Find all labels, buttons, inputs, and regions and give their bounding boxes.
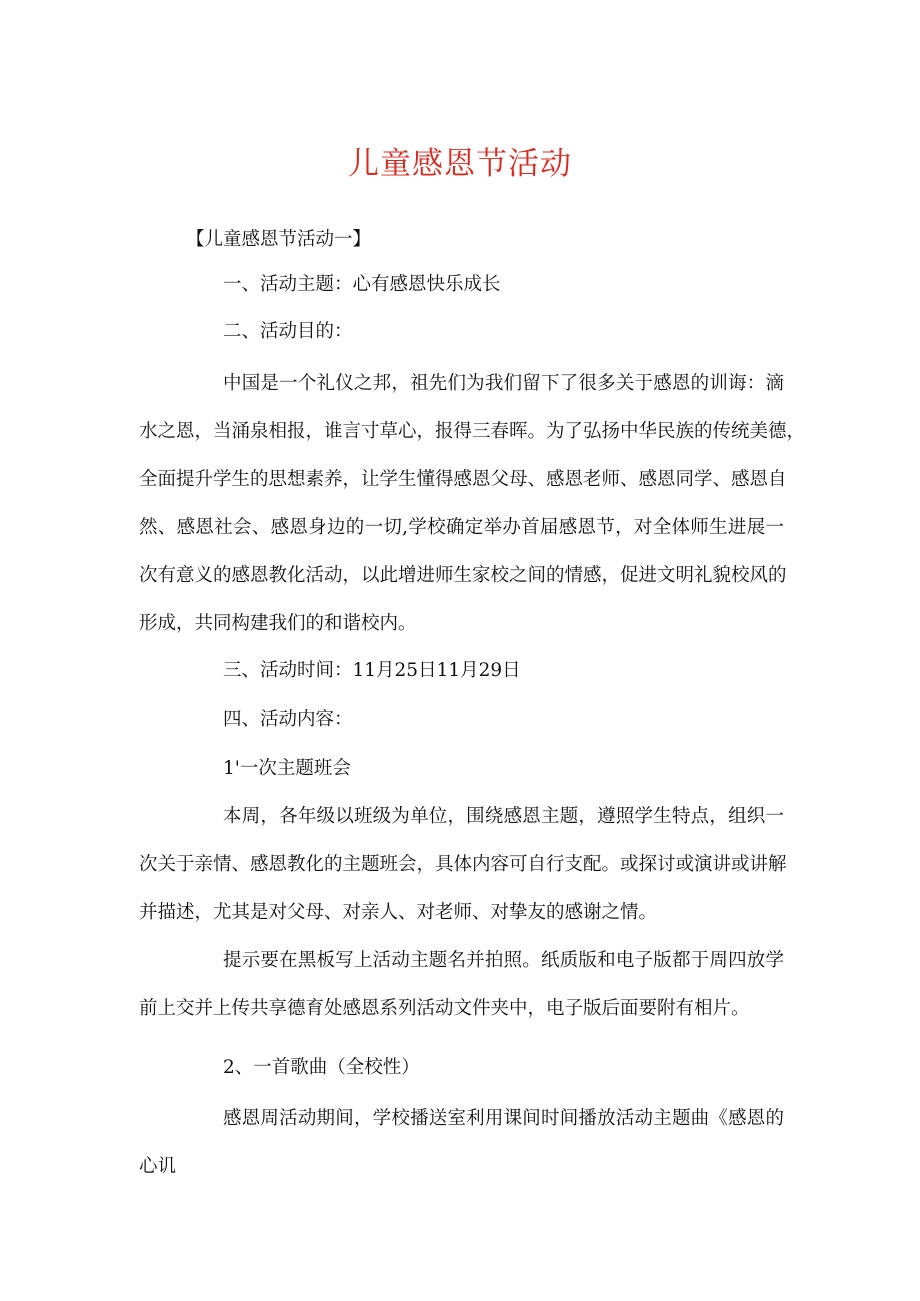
section-heading: 【儿童感恩节活动一】 [186, 229, 372, 250]
item1-line-1: 本周，各年级以班级为单位，围绕感恩主题，遵照学生特点，组织一 [223, 806, 784, 827]
purpose-line-3: 全面提升学生的思想素养，让学生懂得感恩父母、感恩老师、感恩同学、感恩自 [139, 469, 787, 490]
time-line: 三、活动时间：11月25日11月29日 [223, 660, 521, 681]
purpose-line-6: 形成，共同构建我们的和谐校内。 [139, 613, 417, 634]
item2-heading: 2、一首歌曲（全校性） [223, 1057, 420, 1078]
document-title: 儿童感恩节活动 [348, 146, 572, 182]
content-heading: 四、活动内容： [223, 709, 353, 730]
item1-line-3: 并描述，尤其是对父母、对亲人、对老师、对挚友的感谢之情。 [139, 902, 658, 923]
purpose-heading: 二、活动目的： [223, 321, 353, 342]
item1-line-2: 次关于亲情、感恩教化的主题班会，具体内容可自行支配。或探讨或演讲或讲解 [139, 854, 787, 875]
purpose-line-5: 次有意义的感恩教化活动，以此增进师生家校之间的情感，促进文明礼貌校风的 [139, 565, 787, 586]
purpose-line-1: 中国是一个礼仪之邦，祖先们为我们留下了很多关于感恩的训诲：滴 [223, 373, 784, 394]
item2-line-1: 感恩周活动期间，学校播送室利用课间时间播放活动主题曲《感恩的 [223, 1108, 784, 1129]
item2-line-2: 心讥 [139, 1156, 177, 1177]
item1-note-line-1: 提示要在黑板写上活动主题名并拍照。纸质版和电子版都于周四放学 [223, 950, 784, 971]
purpose-line-4: 然、感恩社会、感恩身边的一切,学校确定举办首届感恩节，对全体师生进展一 [139, 517, 784, 538]
purpose-line-2: 水之恩，当涌泉相报，谁言寸草心，报得三春晖。为了弘扬中华民族的传统美德， [139, 421, 806, 442]
theme-line: 一、活动主题：心有感恩快乐成长 [223, 274, 501, 295]
item1-heading: 1'一次主题班会 [223, 758, 351, 779]
item1-note-line-2: 前上交并上传共享德育处感恩系列活动文件夹中，电子版后面要附有相片。 [139, 998, 750, 1019]
